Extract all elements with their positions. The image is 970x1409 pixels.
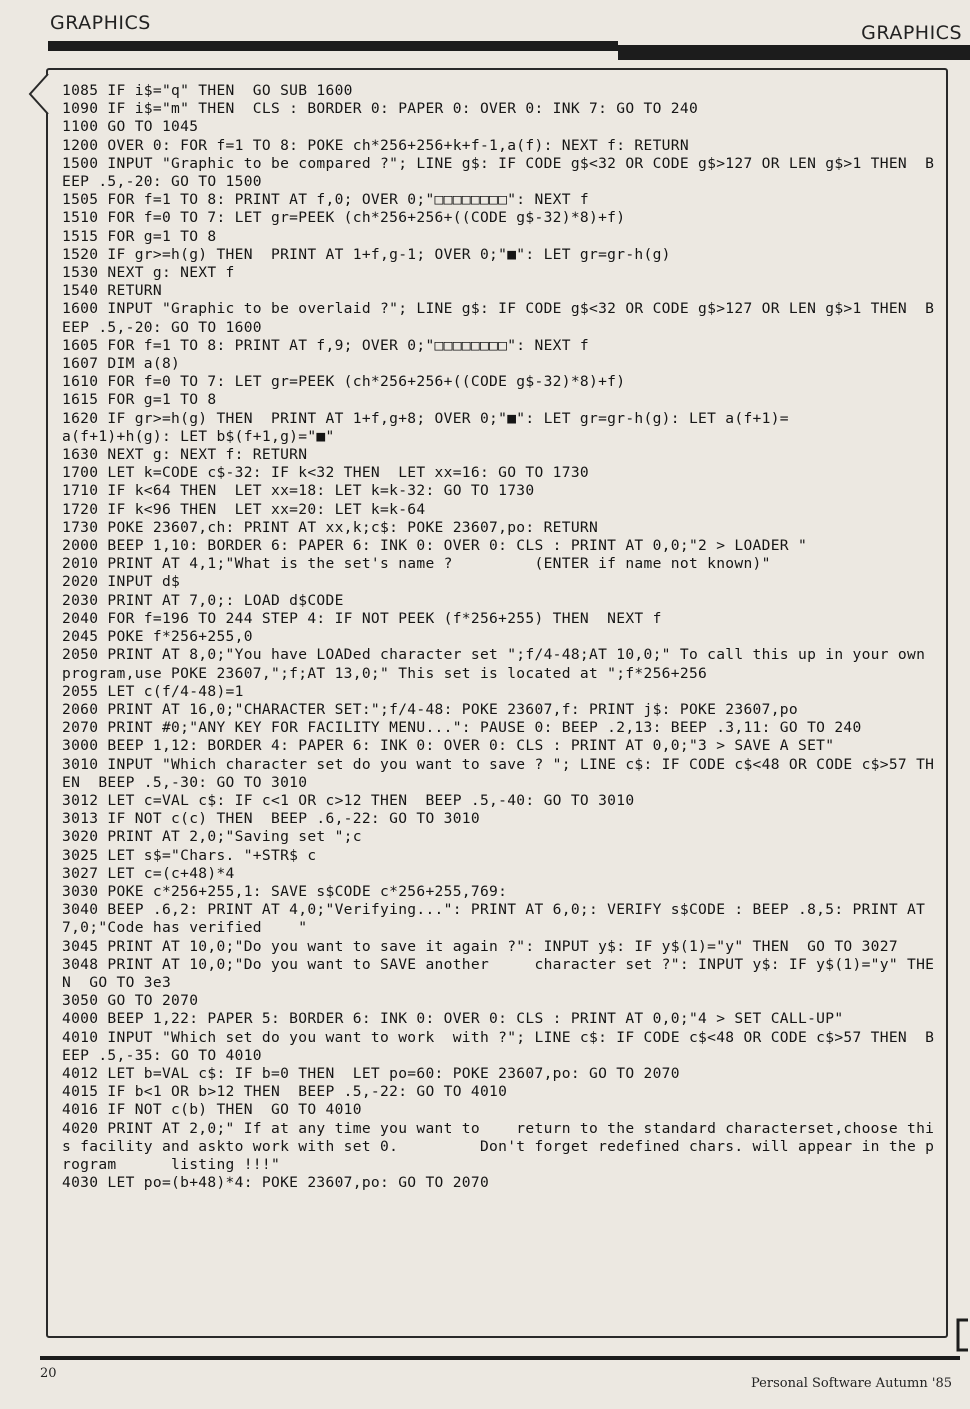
header-rule-right (618, 45, 970, 60)
listing-line: 3000 BEEP 1,12: BORDER 4: PAPER 6: INK 0: OVER 0: CLS : PRINT AT 0,0;"3 > SAVE A SET" (62, 737, 835, 755)
listing-line: 3013 IF NOT c(c) THEN BEEP .6,-22: GO TO 3010 (62, 810, 480, 828)
listing-line: 1607 DIM a(8) (62, 355, 181, 373)
listing-line: 1505 FOR f=1 TO 8: PRINT AT f,0; OVER 0;"□□□□□□□□": NEXT f (62, 191, 589, 209)
listing-line: 4016 IF NOT c(b) THEN GO TO 4010 (62, 1101, 362, 1119)
listing-line: 2000 BEEP 1,10: BORDER 6: PAPER 6: INK 0: OVER 0: CLS : PRINT AT 0,0;"2 > LOADER " (62, 537, 808, 555)
listing-line: 1100 GO TO 1045 (62, 118, 199, 136)
listing-line: 4030 LET po=(b+48)*4: POKE 23607,po: GO TO 2070 (62, 1174, 490, 1192)
listing-line: 1510 FOR f=0 TO 7: LET gr=PEEK (ch*256+256+((CODE g$-32)*8)+f) (62, 209, 626, 227)
listing-line: 2070 PRINT #0;"ANY KEY FOR FACILITY MENU...": PAUSE 0: BEEP .2,13: BEEP .3,11: GO TO 240 (62, 719, 862, 737)
listing-line: 1605 FOR f=1 TO 8: PRINT AT f,9; OVER 0;"□□□□□□□□": NEXT f (62, 336, 589, 354)
listing-line: 1530 NEXT g: NEXT f (62, 264, 235, 282)
listing-line: 3010 INPUT "Which character set do you want to save ? "; LINE c$: IF CODE c$<48 OR CODE c$>57 THEN BEEP .5,-30: GO TO 3010 (62, 755, 935, 791)
listing-line: 4000 BEEP 1,22: PAPER 5: BORDER 6: INK 0: OVER 0: CLS : PRINT AT 0,0;"4 > SET CALL-UP" (62, 1010, 844, 1028)
listing-line: 4020 PRINT AT 2,0;" If at any time you want to return to the standard characterset,choose this facility and askto work with set 0. Don't forget redefined chars. will appear in the program listing !!!" (62, 1119, 935, 1173)
listing-line: 2045 POKE f*256+255,0 (62, 628, 253, 646)
listing-line: 2055 LET c(f/4-48)=1 (62, 682, 244, 700)
listing-line: 1200 OVER 0: FOR f=1 TO 8: POKE ch*256+256+k+f-1,a(f): NEXT f: RETURN (62, 136, 689, 154)
listing-line: 4015 IF b<1 OR b>12 THEN BEEP .5,-22: GO TO 4010 (62, 1083, 508, 1101)
listing-line: 3027 LET c=(c+48)*4 (62, 864, 235, 882)
program-listing (62, 82, 953, 1192)
footer-rule (40, 1356, 960, 1360)
listing-line: 1720 IF k<96 THEN LET xx=20: LET k=k-64 (62, 500, 426, 518)
section-header-right: GRAPHICS (861, 22, 962, 44)
listing-line: 1615 FOR g=1 TO 8 (62, 391, 217, 409)
page-edge-bracket-icon (954, 1318, 970, 1352)
listing-line: 3025 LET s$="Chars. "+STR$ c (62, 846, 317, 864)
callout-pointer-icon (28, 72, 50, 116)
listing-line: 1090 IF i$="m" THEN CLS : BORDER 0: PAPER 0: OVER 0: INK 7: GO TO 240 (62, 100, 699, 118)
listing-line: 2030 PRINT AT 7,0;: LOAD d$CODE (62, 591, 344, 609)
listing-line: 1700 LET k=CODE c$-32: IF k<32 THEN LET xx=16: GO TO 1730 (62, 464, 589, 482)
listing-line: 3040 BEEP .6,2: PRINT AT 4,0;"Verifying...": PRINT AT 6,0;: VERIFY s$CODE : BEEP .8,5: PRINT AT 7,0;"Code has verified " (62, 901, 935, 937)
listing-line: 2020 INPUT d$ (62, 573, 181, 591)
listing-line: 1730 POKE 23607,ch: PRINT AT xx,k;c$: POKE 23607,po: RETURN (62, 518, 599, 536)
publication-credit: Personal Software Autumn '85 (751, 1376, 952, 1391)
listing-line: 3048 PRINT AT 10,0;"Do you want to SAVE another character set ?": INPUT y$: IF y$(1)="y" THEN GO TO 3e3 (62, 955, 935, 991)
listing-line: 2060 PRINT AT 16,0;"CHARACTER SET:";f/4-48: POKE 23607,f: PRINT j$: POKE 23607,po (62, 700, 798, 718)
listing-line: 3012 LET c=VAL c$: IF c<1 OR c>12 THEN BEEP .5,-40: GO TO 3010 (62, 791, 635, 809)
listing-line: 1500 INPUT "Graphic to be compared ?"; LINE g$: IF CODE g$<32 OR CODE g$>127 OR LEN g$>1 THEN BEEP .5,-20: GO TO 1500 (62, 154, 935, 191)
listing-line: 3050 GO TO 2070 (62, 992, 199, 1010)
listing-line: 1540 RETURN (62, 282, 162, 300)
listing-line: 1600 INPUT "Graphic to be overlaid ?"; LINE g$: IF CODE g$<32 OR CODE g$>127 OR LEN g$>1 THEN BEEP .5,-20: GO TO 1600 (62, 300, 935, 336)
listing-line: 1630 NEXT g: NEXT f: RETURN (62, 446, 308, 464)
listing-line: 1620 IF gr>=h(g) THEN PRINT AT 1+f,g+8; OVER 0;"■": LET gr=gr-h(g): LET a(f+1)= (62, 409, 789, 427)
listing-line: 4012 LET b=VAL c$: IF b=0 THEN LET po=60: POKE 23607,po: GO TO 2070 (62, 1064, 680, 1082)
listing-line: 1710 IF k<64 THEN LET xx=18: LET k=k-32: GO TO 1730 (62, 482, 535, 500)
page-number: 20 (40, 1366, 57, 1381)
section-header-left: GRAPHICS (50, 12, 151, 34)
listing-line: 2010 PRINT AT 4,1;"What is the set's name ? (ENTER if name not known)" (62, 555, 771, 573)
listing-line: 1515 FOR g=1 TO 8 (62, 227, 217, 245)
listing-line: 1520 IF gr>=h(g) THEN PRINT AT 1+f,g-1; OVER 0;"■": LET gr=gr-h(g) (62, 245, 671, 263)
listing-line: 3045 PRINT AT 10,0;"Do you want to save it again ?": INPUT y$: IF y$(1)="y" THEN GO TO 3027 (62, 937, 898, 955)
listing-line: 1610 FOR f=0 TO 7: LET gr=PEEK (ch*256+256+((CODE g$-32)*8)+f) (62, 373, 626, 391)
listing-line: 2040 FOR f=196 TO 244 STEP 4: IF NOT PEEK (f*256+255) THEN NEXT f (62, 609, 662, 627)
listing-line: 2050 PRINT AT 8,0;"You have LOADed character set ";f/4-48;AT 10,0;" To call this up in your own program,use POKE 23607,";f;AT 13,0;" This set is located at ";f*256+256 (62, 646, 953, 682)
listing-line: a(f+1)+h(g): LET b$(f+1,g)="■" (62, 427, 335, 445)
listing-line: 3020 PRINT AT 2,0;"Saving set ";c (62, 828, 362, 846)
listing-line: 1085 IF i$="q" THEN GO SUB 1600 (62, 82, 353, 99)
listing-line: 3030 POKE c*256+255,1: SAVE s$CODE c*256+255,769: (62, 882, 508, 900)
listing-line: 4010 INPUT "Which set do you want to work with ?"; LINE c$: IF CODE c$<48 OR CODE c$>57 THEN BEEP .5,-35: GO TO 4010 (62, 1028, 935, 1064)
header-rule-left (48, 41, 618, 51)
